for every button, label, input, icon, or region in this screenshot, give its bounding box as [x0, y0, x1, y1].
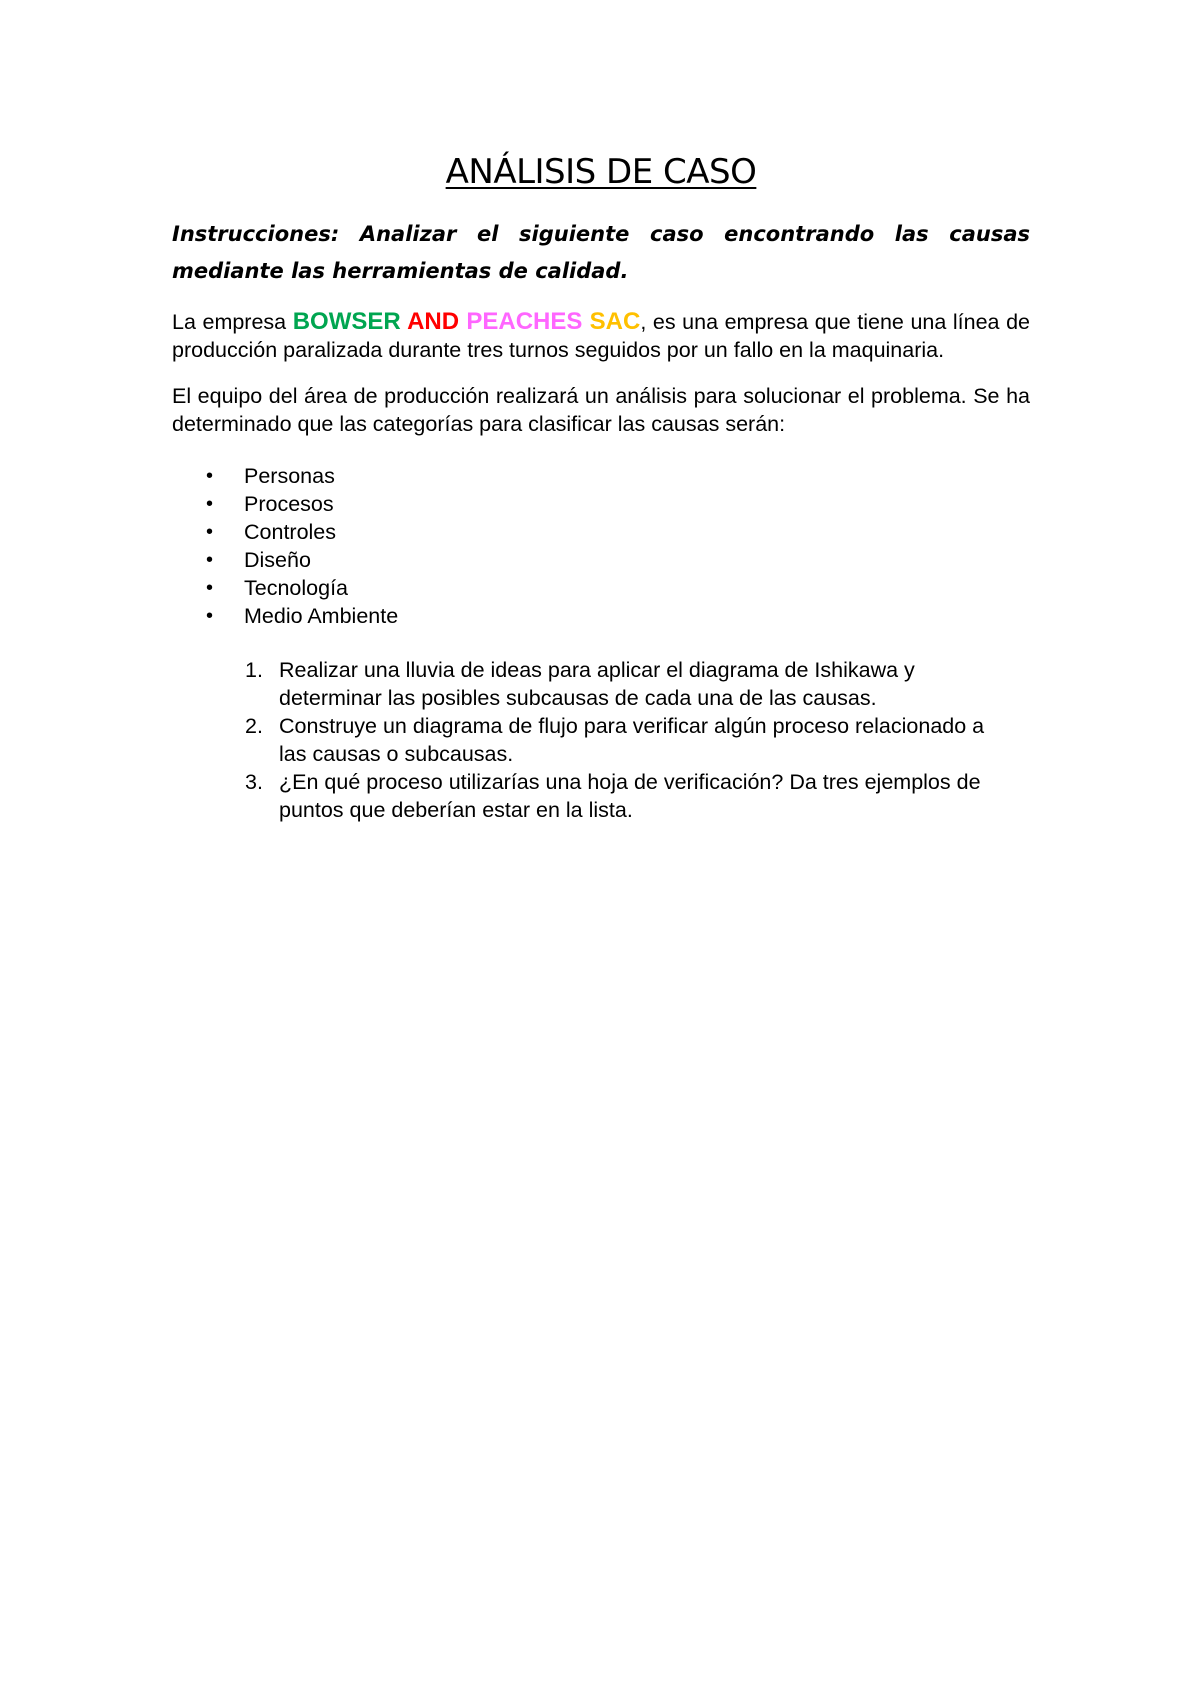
list-item	[172, 518, 1030, 546]
task-number: 2.	[245, 714, 263, 738]
task-text: Construye un diagrama de flujo para verificar algún proceso relacionado a las causas o subcausas.	[279, 714, 985, 766]
task-text: Realizar una lluvia de ideas para aplicar el diagrama de Ishikawa y determinar las posibles subcausas de cada una de las causas.	[279, 658, 915, 710]
list-item-label: Personas	[244, 464, 335, 488]
company-name	[293, 308, 641, 335]
task-number: 1.	[245, 658, 263, 682]
list-item	[172, 574, 1030, 602]
team-paragraph: El equipo del área de producción realizará un análisis para solucionar el problema. Se ha determinado que las categorías para clasificar las causas serán:	[172, 384, 1030, 436]
bullet-icon: •	[206, 465, 214, 487]
case-intro-text: La empresa	[172, 310, 293, 334]
case-paragraph	[172, 308, 1030, 364]
task-item	[172, 656, 1030, 712]
task-item	[172, 768, 1030, 824]
company-word-and: AND	[407, 308, 460, 335]
bullet-icon: •	[206, 577, 214, 599]
document-body	[172, 150, 1030, 824]
company-word-bowser: BOWSER	[292, 308, 401, 335]
company-word-sac: SAC	[589, 308, 641, 335]
list-item-label: Tecnología	[244, 576, 348, 600]
case-description-text: , es una empresa que tiene una línea de producción paralizada durante tres turnos seguidos por un fallo en la maquinaria.	[172, 310, 1030, 362]
page-title: ANÁLISIS DE CASO	[445, 152, 757, 192]
company-word-peaches: PEACHES	[466, 308, 583, 335]
bullet-icon: •	[206, 549, 214, 571]
list-item	[172, 462, 1030, 490]
list-item	[172, 546, 1030, 574]
task-item	[172, 712, 1030, 768]
bullet-icon: •	[206, 521, 214, 543]
tasks-list	[172, 656, 1030, 824]
list-item	[172, 602, 1030, 630]
list-item	[172, 490, 1030, 518]
list-item-label: Diseño	[244, 548, 311, 572]
bullet-icon: •	[206, 605, 214, 627]
list-item-label: Controles	[244, 520, 337, 544]
bullet-icon: •	[206, 493, 214, 515]
task-text: ¿En qué proceso utilizarías una hoja de verificación? Da tres ejemplos de puntos que deberían estar en la lista.	[279, 770, 981, 822]
list-item-label: Procesos	[244, 492, 334, 516]
task-number: 3.	[245, 770, 263, 794]
list-item-label: Medio Ambiente	[244, 604, 399, 628]
categories-list	[172, 462, 1030, 630]
instructions-text: Instrucciones: Analizar el siguiente caso encontrando las causas mediante las herramientas de calidad.	[172, 222, 1030, 283]
